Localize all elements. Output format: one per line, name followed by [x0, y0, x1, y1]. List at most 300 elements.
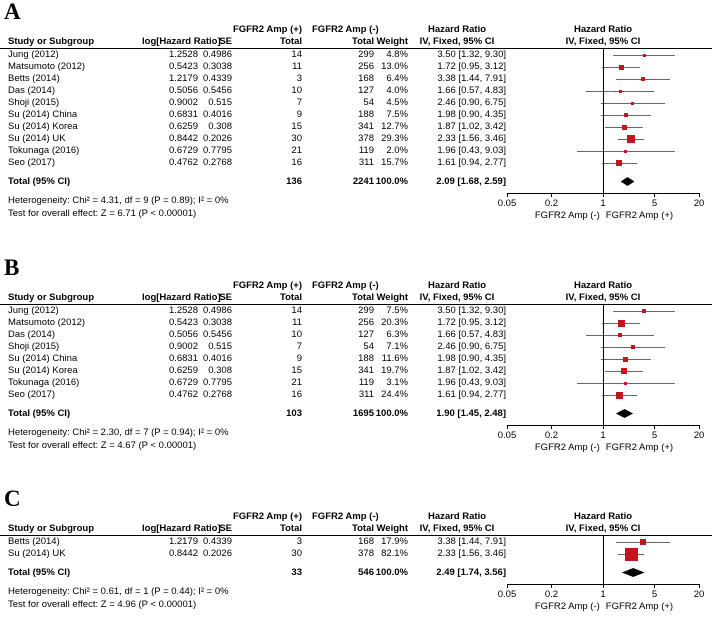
- effect-square-icon: [622, 125, 627, 130]
- log-hr-cell: 1.2179: [168, 536, 198, 547]
- ci-text-cell: 2.46 [0.90, 6.75]: [437, 341, 506, 352]
- col-header-study: Study or Subgroup: [8, 36, 95, 47]
- weight-cell: 4.5%: [386, 97, 408, 108]
- weight-cell: 15.7%: [381, 157, 408, 168]
- ci-text-cell: 1.61 [0.94, 2.77]: [437, 389, 506, 400]
- col-header-ci-method-plot: IV, Fixed, 95% CI: [565, 523, 641, 534]
- axis-tick-label: 1: [600, 589, 606, 600]
- weight-cell: 17.9%: [381, 536, 408, 547]
- study-row: [0, 365, 712, 377]
- effect-square-icon: [625, 548, 638, 561]
- table-body: [0, 305, 712, 420]
- total-neg-cell: 119: [358, 145, 374, 156]
- axis-tick-label: 0.2: [544, 198, 559, 209]
- axis-tick-label: 20: [693, 198, 705, 209]
- total-neg-cell: 341: [358, 365, 374, 376]
- study-row: [0, 389, 712, 401]
- axis-tick: [507, 425, 508, 429]
- overall-effect-text: Test for overall effect: Z = 6.71 (P < 0.00001): [8, 208, 197, 219]
- study-name-cell: Jung (2012): [8, 49, 59, 60]
- log-hr-cell: 1.2528: [168, 49, 198, 60]
- effect-square-icon: [618, 320, 625, 327]
- ci-text-cell: 3.50 [1.32, 9.30]: [437, 305, 506, 316]
- axis-tick-label: 1: [600, 430, 606, 441]
- plot-cell: [506, 85, 712, 97]
- ci-text-cell: 2.33 [1.56, 3.46]: [437, 548, 506, 559]
- weight-cell: 7.5%: [386, 109, 408, 120]
- se-cell: 0.5456: [202, 85, 232, 96]
- log-hr-cell: 0.6831: [168, 353, 198, 364]
- summary-diamond-icon: [616, 409, 633, 418]
- weight-cell: 6.3%: [386, 329, 408, 340]
- table-body: [0, 49, 712, 188]
- favors-left-label: FGFR2 Amp (-): [534, 442, 600, 453]
- col-header-ci-method: IV, Fixed, 95% CI: [419, 36, 495, 47]
- plot-cell: [506, 176, 712, 188]
- study-row: [0, 353, 712, 365]
- se-cell: 0.515: [208, 341, 232, 352]
- plot-cell: [506, 145, 712, 157]
- weight-cell: 4.0%: [386, 85, 408, 96]
- se-cell: 0.515: [208, 97, 232, 108]
- log-hr-cell: [142, 567, 198, 579]
- ci-text-cell: 2.09 [1.68, 2.59]: [436, 176, 506, 187]
- se-cell: 0.7795: [202, 377, 232, 388]
- log-hr-cell: 0.6831: [168, 109, 198, 120]
- favors-left-label: FGFR2 Amp (-): [534, 601, 600, 612]
- axis-tick: [551, 425, 552, 429]
- group-header-row: [0, 280, 712, 292]
- total-pos-cell: 21: [291, 377, 302, 388]
- study-row: [0, 109, 712, 121]
- total-neg-cell: 378: [358, 548, 374, 559]
- axis-tick: [603, 193, 604, 197]
- study-row: [0, 329, 712, 341]
- axis-tick-label: 1: [600, 198, 606, 209]
- group-header-amp-neg: FGFR2 Amp (-): [312, 511, 379, 522]
- column-header-row: [0, 292, 712, 304]
- weight-cell: 11.6%: [381, 353, 408, 364]
- se-cell: 0.2768: [202, 157, 232, 168]
- axis-tick: [603, 584, 604, 588]
- col-header-ci-method-plot: IV, Fixed, 95% CI: [565, 292, 641, 303]
- weight-cell: 4.8%: [386, 49, 408, 60]
- study-row: [0, 73, 712, 85]
- total-neg-cell: 256: [358, 61, 374, 72]
- study-row: [0, 305, 712, 317]
- hazard-ratio-axis: [497, 584, 712, 616]
- weight-cell: 2.0%: [386, 145, 408, 156]
- col-header-log-hr: log[Hazard Ratio]: [142, 292, 221, 303]
- plot-cell: [506, 73, 712, 85]
- table-header: [0, 24, 712, 49]
- plot-cell: [506, 548, 712, 560]
- axis-tick: [654, 425, 655, 429]
- plot-cell: [506, 567, 712, 579]
- ci-text-cell: 1.66 [0.57, 4.83]: [437, 85, 506, 96]
- hazard-ratio-plot-header: Hazard Ratio: [573, 511, 633, 522]
- study-name-cell: Das (2014): [8, 85, 55, 96]
- se-cell: 0.4339: [202, 73, 232, 84]
- heterogeneity-text: Heterogeneity: Chi² = 0.61, df = 1 (P = 0.44); I² = 0%: [8, 586, 229, 597]
- overall-effect-text: Test for overall effect: Z = 4.96 (P < 0.00001): [8, 599, 197, 610]
- log-hr-cell: 0.5056: [168, 85, 198, 96]
- col-header-se: SE: [219, 36, 232, 47]
- col-header-se: SE: [219, 292, 232, 303]
- favors-left-label: FGFR2 Amp (-): [534, 210, 600, 221]
- study-row: [0, 317, 712, 329]
- study-name-cell: Su (2014) Korea: [8, 121, 78, 132]
- axis-tick-label: 0.05: [497, 198, 517, 209]
- weight-cell: 12.7%: [381, 121, 408, 132]
- total-pos-cell: 11: [292, 61, 302, 72]
- log-hr-cell: 0.9002: [168, 97, 198, 108]
- se-cell: [198, 408, 232, 420]
- effect-square-icon: [619, 90, 622, 93]
- se-cell: 0.4986: [202, 49, 232, 60]
- table-header: [0, 280, 712, 305]
- study-name-cell: Das (2014): [8, 329, 55, 340]
- se-cell: 0.3038: [202, 317, 232, 328]
- se-cell: [198, 567, 232, 579]
- axis-tick-label: 5: [651, 198, 658, 209]
- ci-text-cell: 1.96 [0.43, 9.03]: [437, 145, 506, 156]
- total-neg-cell: 341: [358, 121, 374, 132]
- study-row: [0, 49, 712, 61]
- total-row: [0, 567, 712, 579]
- axis-tick: [507, 584, 508, 588]
- total-pos-cell: 30: [291, 548, 302, 559]
- col-header-ci-method-plot: IV, Fixed, 95% CI: [565, 36, 641, 47]
- total-pos-cell: 9: [296, 109, 302, 120]
- total-pos-cell: 3: [296, 536, 302, 547]
- group-header-amp-pos: FGFR2 Amp (+): [232, 280, 302, 291]
- axis-tick: [654, 193, 655, 197]
- log-hr-cell: 0.5423: [168, 317, 198, 328]
- axis-tick-label: 0.05: [497, 589, 517, 600]
- group-header-amp-neg: FGFR2 Amp (-): [312, 280, 379, 291]
- plot-cell: [506, 305, 712, 317]
- se-cell: 0.4016: [202, 109, 232, 120]
- total-neg-cell: 546: [358, 567, 374, 578]
- effect-square-icon: [623, 357, 628, 362]
- weight-cell: 6.4%: [386, 73, 408, 84]
- summary-diamond-icon: [622, 568, 645, 577]
- plot-cell: [506, 365, 712, 377]
- study-name-cell: Tokunaga (2016): [8, 145, 80, 156]
- total-pos-cell: 15: [291, 121, 302, 132]
- log-hr-cell: 0.8442: [168, 548, 198, 559]
- plot-cell: [506, 353, 712, 365]
- col-header-se: SE: [219, 523, 232, 534]
- weight-cell: 3.1%: [386, 377, 408, 388]
- plot-cell: [506, 329, 712, 341]
- total-pos-cell: 14: [291, 49, 302, 60]
- weight-cell: 7.5%: [386, 305, 408, 316]
- overall-effect-text: Test for overall effect: Z = 4.67 (P < 0.00001): [8, 440, 197, 451]
- col-header-total-neg: Total: [352, 292, 374, 303]
- se-cell: 0.308: [208, 121, 232, 132]
- total-neg-cell: 1695: [352, 408, 374, 419]
- log-hr-cell: 1.2528: [168, 305, 198, 316]
- study-row: [0, 133, 712, 145]
- total-pos-cell: 9: [296, 353, 302, 364]
- ci-text-cell: 2.46 [0.90, 6.75]: [437, 97, 506, 108]
- effect-square-icon: [616, 392, 623, 399]
- total-pos-cell: 15: [291, 365, 302, 376]
- plot-cell: [506, 341, 712, 353]
- effect-square-icon: [624, 113, 628, 117]
- total-neg-cell: 378: [358, 133, 374, 144]
- col-header-log-hr: log[Hazard Ratio]: [142, 523, 221, 534]
- study-row: [0, 97, 712, 109]
- total-pos-cell: 7: [296, 341, 302, 352]
- total-pos-cell: 3: [296, 73, 302, 84]
- hazard-ratio-plot-header: Hazard Ratio: [573, 280, 633, 291]
- plot-cell: [506, 536, 712, 548]
- total-neg-cell: 188: [358, 353, 374, 364]
- ci-text-cell: 3.38 [1.44, 7.91]: [437, 73, 506, 84]
- group-header-row: [0, 24, 712, 36]
- study-name-cell: Betts (2014): [8, 73, 60, 84]
- total-neg-cell: 188: [358, 109, 374, 120]
- log-hr-cell: 0.9002: [168, 341, 198, 352]
- col-header-study: Study or Subgroup: [8, 523, 95, 534]
- axis-tick-label: 0.05: [497, 430, 517, 441]
- heterogeneity-text: Heterogeneity: Chi² = 2.30, df = 7 (P = 0.94); I² = 0%: [8, 427, 229, 438]
- col-header-study: Study or Subgroup: [8, 292, 95, 303]
- log-hr-cell: [142, 176, 198, 188]
- effect-square-icon: [624, 150, 627, 153]
- heterogeneity-text: Heterogeneity: Chi² = 4.31, df = 9 (P = 0.89); I² = 0%: [8, 195, 229, 206]
- study-name-cell: Jung (2012): [8, 305, 59, 316]
- study-name-cell: Seo (2017): [8, 157, 56, 168]
- total-pos-cell: 16: [291, 157, 302, 168]
- weight-cell: 29.3%: [381, 133, 408, 144]
- weight-cell: 20.3%: [381, 317, 408, 328]
- ci-text-cell: 1.66 [0.57, 4.83]: [437, 329, 506, 340]
- total-neg-cell: 168: [358, 536, 374, 547]
- column-header-row: [0, 36, 712, 48]
- favors-labels: [507, 210, 701, 221]
- study-row: [0, 121, 712, 133]
- total-pos-cell: 14: [291, 305, 302, 316]
- study-name-cell: Shoji (2015): [8, 341, 60, 352]
- ci-text-cell: 1.90 [1.45, 2.48]: [436, 408, 506, 419]
- se-cell: 0.7795: [202, 145, 232, 156]
- study-row: [0, 341, 712, 353]
- hazard-ratio-col-header: Hazard Ratio: [427, 24, 487, 35]
- plot-cell: [506, 377, 712, 389]
- axis-tick: [654, 584, 655, 588]
- weight-cell: 7.1%: [386, 341, 408, 352]
- log-hr-cell: 1.2179: [168, 73, 198, 84]
- panel-label: B: [4, 255, 20, 280]
- col-header-total-neg: Total: [352, 36, 374, 47]
- ci-text-cell: 1.98 [0.90, 4.35]: [437, 353, 506, 364]
- forest-panel: [0, 0, 712, 221]
- panel-label: C: [4, 486, 21, 511]
- weight-cell: 82.1%: [381, 548, 408, 559]
- axis-tick-label: 20: [693, 589, 705, 600]
- total-neg-cell: 54: [363, 341, 374, 352]
- group-header-amp-pos: FGFR2 Amp (+): [232, 24, 302, 35]
- total-neg-cell: 311: [358, 157, 374, 168]
- study-row: [0, 548, 712, 560]
- effect-square-icon: [616, 160, 622, 166]
- study-name-cell: Shoji (2015): [8, 97, 60, 108]
- col-header-weight: Weight: [376, 292, 408, 303]
- col-header-ci-method: IV, Fixed, 95% CI: [419, 523, 495, 534]
- hazard-ratio-axis: [497, 425, 712, 457]
- favors-labels: [507, 442, 701, 453]
- hazard-ratio-col-header: Hazard Ratio: [427, 511, 487, 522]
- row-spacer: [0, 169, 712, 176]
- se-cell: 0.4986: [202, 305, 232, 316]
- study-name-cell: Total (95% CI): [8, 176, 71, 187]
- total-pos-cell: 11: [292, 317, 302, 328]
- axis-tick-label: 5: [651, 430, 658, 441]
- log-hr-cell: 0.6259: [168, 365, 198, 376]
- weight-cell: 100.0%: [375, 176, 408, 187]
- study-name-cell: Su (2014) China: [8, 109, 78, 120]
- study-name-cell: Su (2014) UK: [8, 133, 66, 144]
- total-row: [0, 176, 712, 188]
- row-spacer: [0, 560, 712, 567]
- se-cell: [198, 176, 232, 188]
- plot-cell: [506, 121, 712, 133]
- total-neg-cell: 127: [358, 329, 374, 340]
- study-name-cell: Su (2014) China: [8, 353, 78, 364]
- study-row: [0, 377, 712, 389]
- total-neg-cell: 168: [358, 73, 374, 84]
- effect-square-icon: [631, 102, 634, 105]
- effect-square-icon: [627, 135, 635, 143]
- weight-cell: 13.0%: [381, 61, 408, 72]
- se-cell: 0.2026: [202, 133, 232, 144]
- plot-cell: [506, 49, 712, 61]
- group-header-amp-pos: FGFR2 Amp (+): [232, 511, 302, 522]
- study-name-cell: Matsumoto (2012): [8, 61, 86, 72]
- study-row: [0, 536, 712, 548]
- table-header: [0, 511, 712, 536]
- ci-text-cell: 1.98 [0.90, 4.35]: [437, 109, 506, 120]
- forest-panel: [0, 255, 712, 453]
- effect-square-icon: [631, 345, 635, 349]
- plot-cell: [506, 109, 712, 121]
- study-row: [0, 157, 712, 169]
- plot-cell: [506, 61, 712, 73]
- ci-text-cell: 1.96 [0.43, 9.03]: [437, 377, 506, 388]
- plot-cell: [506, 317, 712, 329]
- total-neg-cell: 299: [358, 49, 374, 60]
- weight-cell: 24.4%: [381, 389, 408, 400]
- effect-square-icon: [619, 65, 624, 70]
- log-hr-cell: 0.4762: [168, 389, 198, 400]
- total-row: [0, 408, 712, 420]
- ci-text-cell: 1.87 [1.02, 3.42]: [437, 365, 506, 376]
- null-effect-line: [603, 49, 604, 193]
- null-effect-line: [603, 536, 604, 584]
- ci-text-cell: 3.50 [1.32, 9.30]: [437, 49, 506, 60]
- total-neg-cell: 119: [358, 377, 374, 388]
- weight-cell: 19.7%: [381, 365, 408, 376]
- axis-tick: [551, 193, 552, 197]
- ci-text-cell: 3.38 [1.44, 7.91]: [437, 536, 506, 547]
- study-name-cell: Total (95% CI): [8, 408, 71, 419]
- total-neg-cell: 127: [358, 85, 374, 96]
- col-header-weight: Weight: [376, 36, 408, 47]
- col-header-total-pos: Total: [280, 523, 302, 534]
- log-hr-cell: 0.5423: [168, 61, 198, 72]
- axis-tick: [699, 584, 700, 588]
- hazard-ratio-col-header: Hazard Ratio: [427, 280, 487, 291]
- forest-panel: [0, 486, 712, 612]
- col-header-ci-method: IV, Fixed, 95% CI: [419, 292, 495, 303]
- total-neg-cell: 256: [358, 317, 374, 328]
- favors-right-label: FGFR2 Amp (+): [605, 601, 674, 612]
- se-cell: 0.2768: [202, 389, 232, 400]
- group-header-amp-neg: FGFR2 Amp (-): [312, 24, 379, 35]
- axis-tick-label: 5: [651, 589, 658, 600]
- effect-square-icon: [641, 77, 645, 81]
- total-pos-cell: 21: [291, 145, 302, 156]
- ci-text-cell: 2.49 [1.74, 3.56]: [436, 567, 506, 578]
- total-pos-cell: 33: [291, 567, 302, 578]
- axis-line: [507, 425, 700, 426]
- ci-text-cell: 2.33 [1.56, 3.46]: [437, 133, 506, 144]
- total-neg-cell: 2241: [352, 176, 374, 187]
- se-cell: 0.5456: [202, 329, 232, 340]
- favors-labels: [507, 601, 701, 612]
- log-hr-cell: 0.6729: [168, 145, 198, 156]
- log-hr-cell: 0.5056: [168, 329, 198, 340]
- study-row: [0, 61, 712, 73]
- ci-text-cell: 1.87 [1.02, 3.42]: [437, 121, 506, 132]
- summary-diamond-icon: [621, 177, 635, 186]
- total-neg-cell: 311: [358, 389, 374, 400]
- se-cell: 0.2026: [202, 548, 232, 559]
- row-spacer: [0, 401, 712, 408]
- axis-tick-label: 20: [693, 430, 705, 441]
- axis-tick: [603, 425, 604, 429]
- total-neg-cell: 299: [358, 305, 374, 316]
- effect-square-icon: [640, 539, 646, 545]
- axis-tick: [507, 193, 508, 197]
- effect-square-icon: [642, 309, 646, 313]
- axis-tick-label: 0.2: [544, 589, 559, 600]
- total-pos-cell: 7: [296, 97, 302, 108]
- weight-cell: 100.0%: [375, 408, 408, 419]
- axis-tick: [699, 193, 700, 197]
- se-cell: 0.3038: [202, 61, 232, 72]
- ci-text-cell: 1.72 [0.95, 3.12]: [437, 61, 506, 72]
- log-hr-cell: 0.4762: [168, 157, 198, 168]
- se-cell: 0.4339: [202, 536, 232, 547]
- study-name-cell: Seo (2017): [8, 389, 56, 400]
- axis-tick-label: 0.2: [544, 430, 559, 441]
- plot-cell: [506, 389, 712, 401]
- axis-tick: [551, 584, 552, 588]
- plot-cell: [506, 97, 712, 109]
- table-body: [0, 536, 712, 579]
- column-header-row: [0, 523, 712, 535]
- ci-text-cell: 1.72 [0.95, 3.12]: [437, 317, 506, 328]
- log-hr-cell: 0.6259: [168, 121, 198, 132]
- plot-cell: [506, 133, 712, 145]
- log-hr-cell: 0.8442: [168, 133, 198, 144]
- total-pos-cell: 103: [286, 408, 302, 419]
